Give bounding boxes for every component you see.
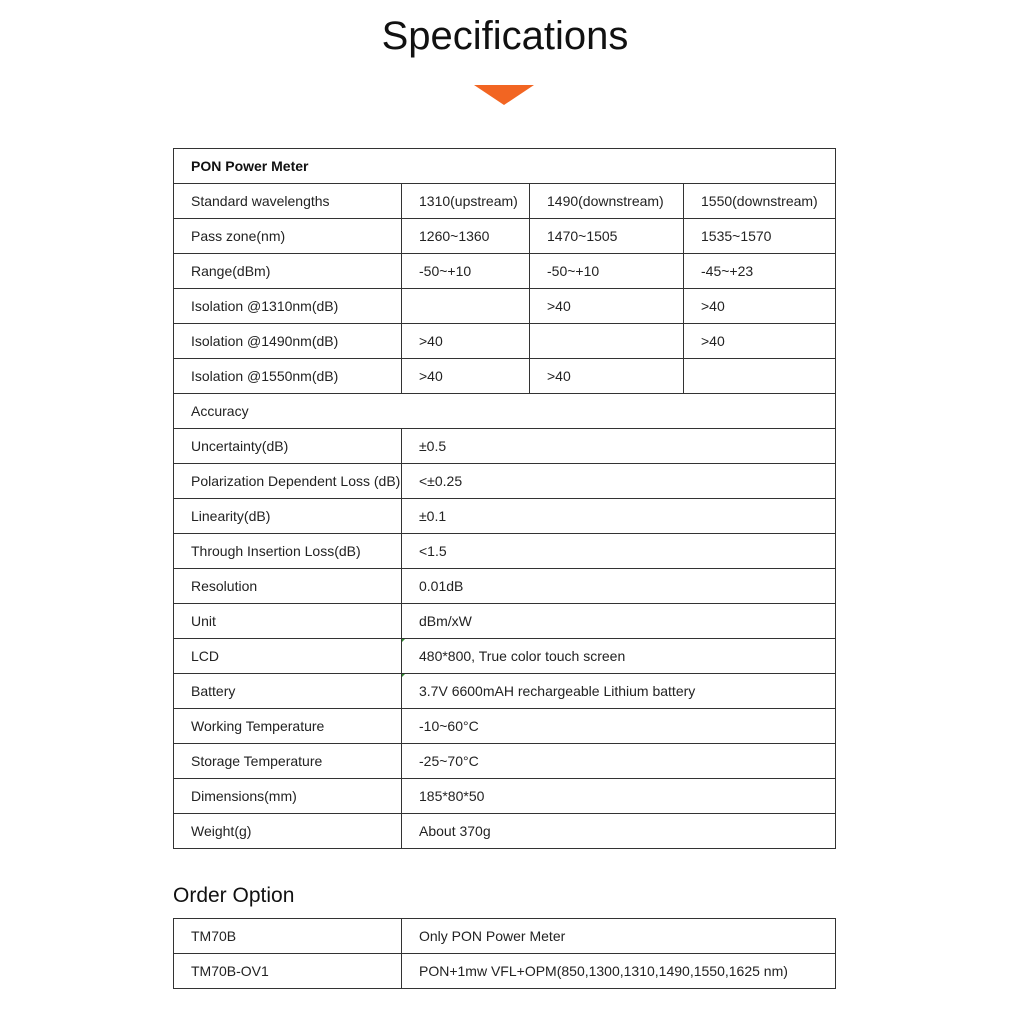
table-row: [174, 639, 836, 674]
row-label: Linearity(dB): [174, 499, 402, 534]
cell-value: >40: [684, 324, 836, 359]
table-row: [174, 569, 836, 604]
cell-value: dBm/xW: [402, 604, 836, 639]
table-row: [174, 674, 836, 709]
row-label: LCD: [174, 639, 402, 674]
cell-value: -45~+23: [684, 254, 836, 289]
cell-value: -50~+10: [402, 254, 530, 289]
down-arrow-icon: [474, 85, 534, 105]
table-row: [174, 464, 836, 499]
table-row: [174, 779, 836, 814]
row-label: Isolation @1550nm(dB): [174, 359, 402, 394]
row-label: Through Insertion Loss(dB): [174, 534, 402, 569]
table-row: [174, 184, 836, 219]
table-row: [174, 429, 836, 464]
order-description: PON+1mw VFL+OPM(850,1300,1310,1490,1550,1625 nm): [402, 954, 836, 989]
cell-value: 3.7V 6600mAH rechargeable Lithium battery: [402, 674, 836, 709]
row-label: Polarization Dependent Loss (dB): [174, 464, 402, 499]
spec-table-heading: PON Power Meter: [174, 149, 836, 184]
cell-value: 1470~1505: [530, 219, 684, 254]
cell-value: [530, 324, 684, 359]
table-row: [174, 289, 836, 324]
row-label: Dimensions(mm): [174, 779, 402, 814]
cell-value: 1310(upstream): [402, 184, 530, 219]
cell-value: [684, 359, 836, 394]
order-option-title: Order Option: [173, 884, 295, 907]
cell-value: 1260~1360: [402, 219, 530, 254]
table-row: [174, 499, 836, 534]
table-row: [174, 919, 836, 954]
cell-value: -25~70°C: [402, 744, 836, 779]
cell-value: 0.01dB: [402, 569, 836, 604]
row-label: Standard wavelengths: [174, 184, 402, 219]
cell-value: -10~60°C: [402, 709, 836, 744]
table-row: [174, 954, 836, 989]
cell-value: <1.5: [402, 534, 836, 569]
cell-value: >40: [402, 324, 530, 359]
row-label: Range(dBm): [174, 254, 402, 289]
cell-value: >40: [530, 289, 684, 324]
row-label: Uncertainty(dB): [174, 429, 402, 464]
cell-value: ±0.5: [402, 429, 836, 464]
cell-value: ±0.1: [402, 499, 836, 534]
table-row: [174, 359, 836, 394]
cell-value: >40: [402, 359, 530, 394]
row-label: Resolution: [174, 569, 402, 604]
cell-value: 185*80*50: [402, 779, 836, 814]
table-row: [174, 604, 836, 639]
cell-value: >40: [684, 289, 836, 324]
cell-value: >40: [530, 359, 684, 394]
table-row: [174, 744, 836, 779]
table-row: [174, 219, 836, 254]
cell-value: About 370g: [402, 814, 836, 849]
table-row: [174, 254, 836, 289]
spec-table: [173, 148, 836, 849]
table-row: [174, 394, 836, 429]
cell-value: -50~+10: [530, 254, 684, 289]
cell-value: <±0.25: [402, 464, 836, 499]
row-label: Storage Temperature: [174, 744, 402, 779]
row-label: Battery: [174, 674, 402, 709]
order-description: Only PON Power Meter: [402, 919, 836, 954]
order-model: TM70B-OV1: [174, 954, 402, 989]
cell-value: 1535~1570: [684, 219, 836, 254]
table-row: [174, 534, 836, 569]
page-title: Specifications: [381, 14, 629, 58]
table-row: [174, 324, 836, 359]
cell-value: 480*800, True color touch screen: [402, 639, 836, 674]
row-label: Pass zone(nm): [174, 219, 402, 254]
table-row: [174, 149, 836, 184]
order-table: [173, 918, 836, 989]
accuracy-heading: Accuracy: [174, 394, 836, 429]
row-label: Weight(g): [174, 814, 402, 849]
table-row: [174, 814, 836, 849]
cell-value: 1490(downstream): [530, 184, 684, 219]
order-model: TM70B: [174, 919, 402, 954]
row-label: Isolation @1310nm(dB): [174, 289, 402, 324]
row-label: Isolation @1490nm(dB): [174, 324, 402, 359]
cell-value: [402, 289, 530, 324]
cell-value: 1550(downstream): [684, 184, 836, 219]
row-label: Unit: [174, 604, 402, 639]
table-row: [174, 709, 836, 744]
row-label: Working Temperature: [174, 709, 402, 744]
